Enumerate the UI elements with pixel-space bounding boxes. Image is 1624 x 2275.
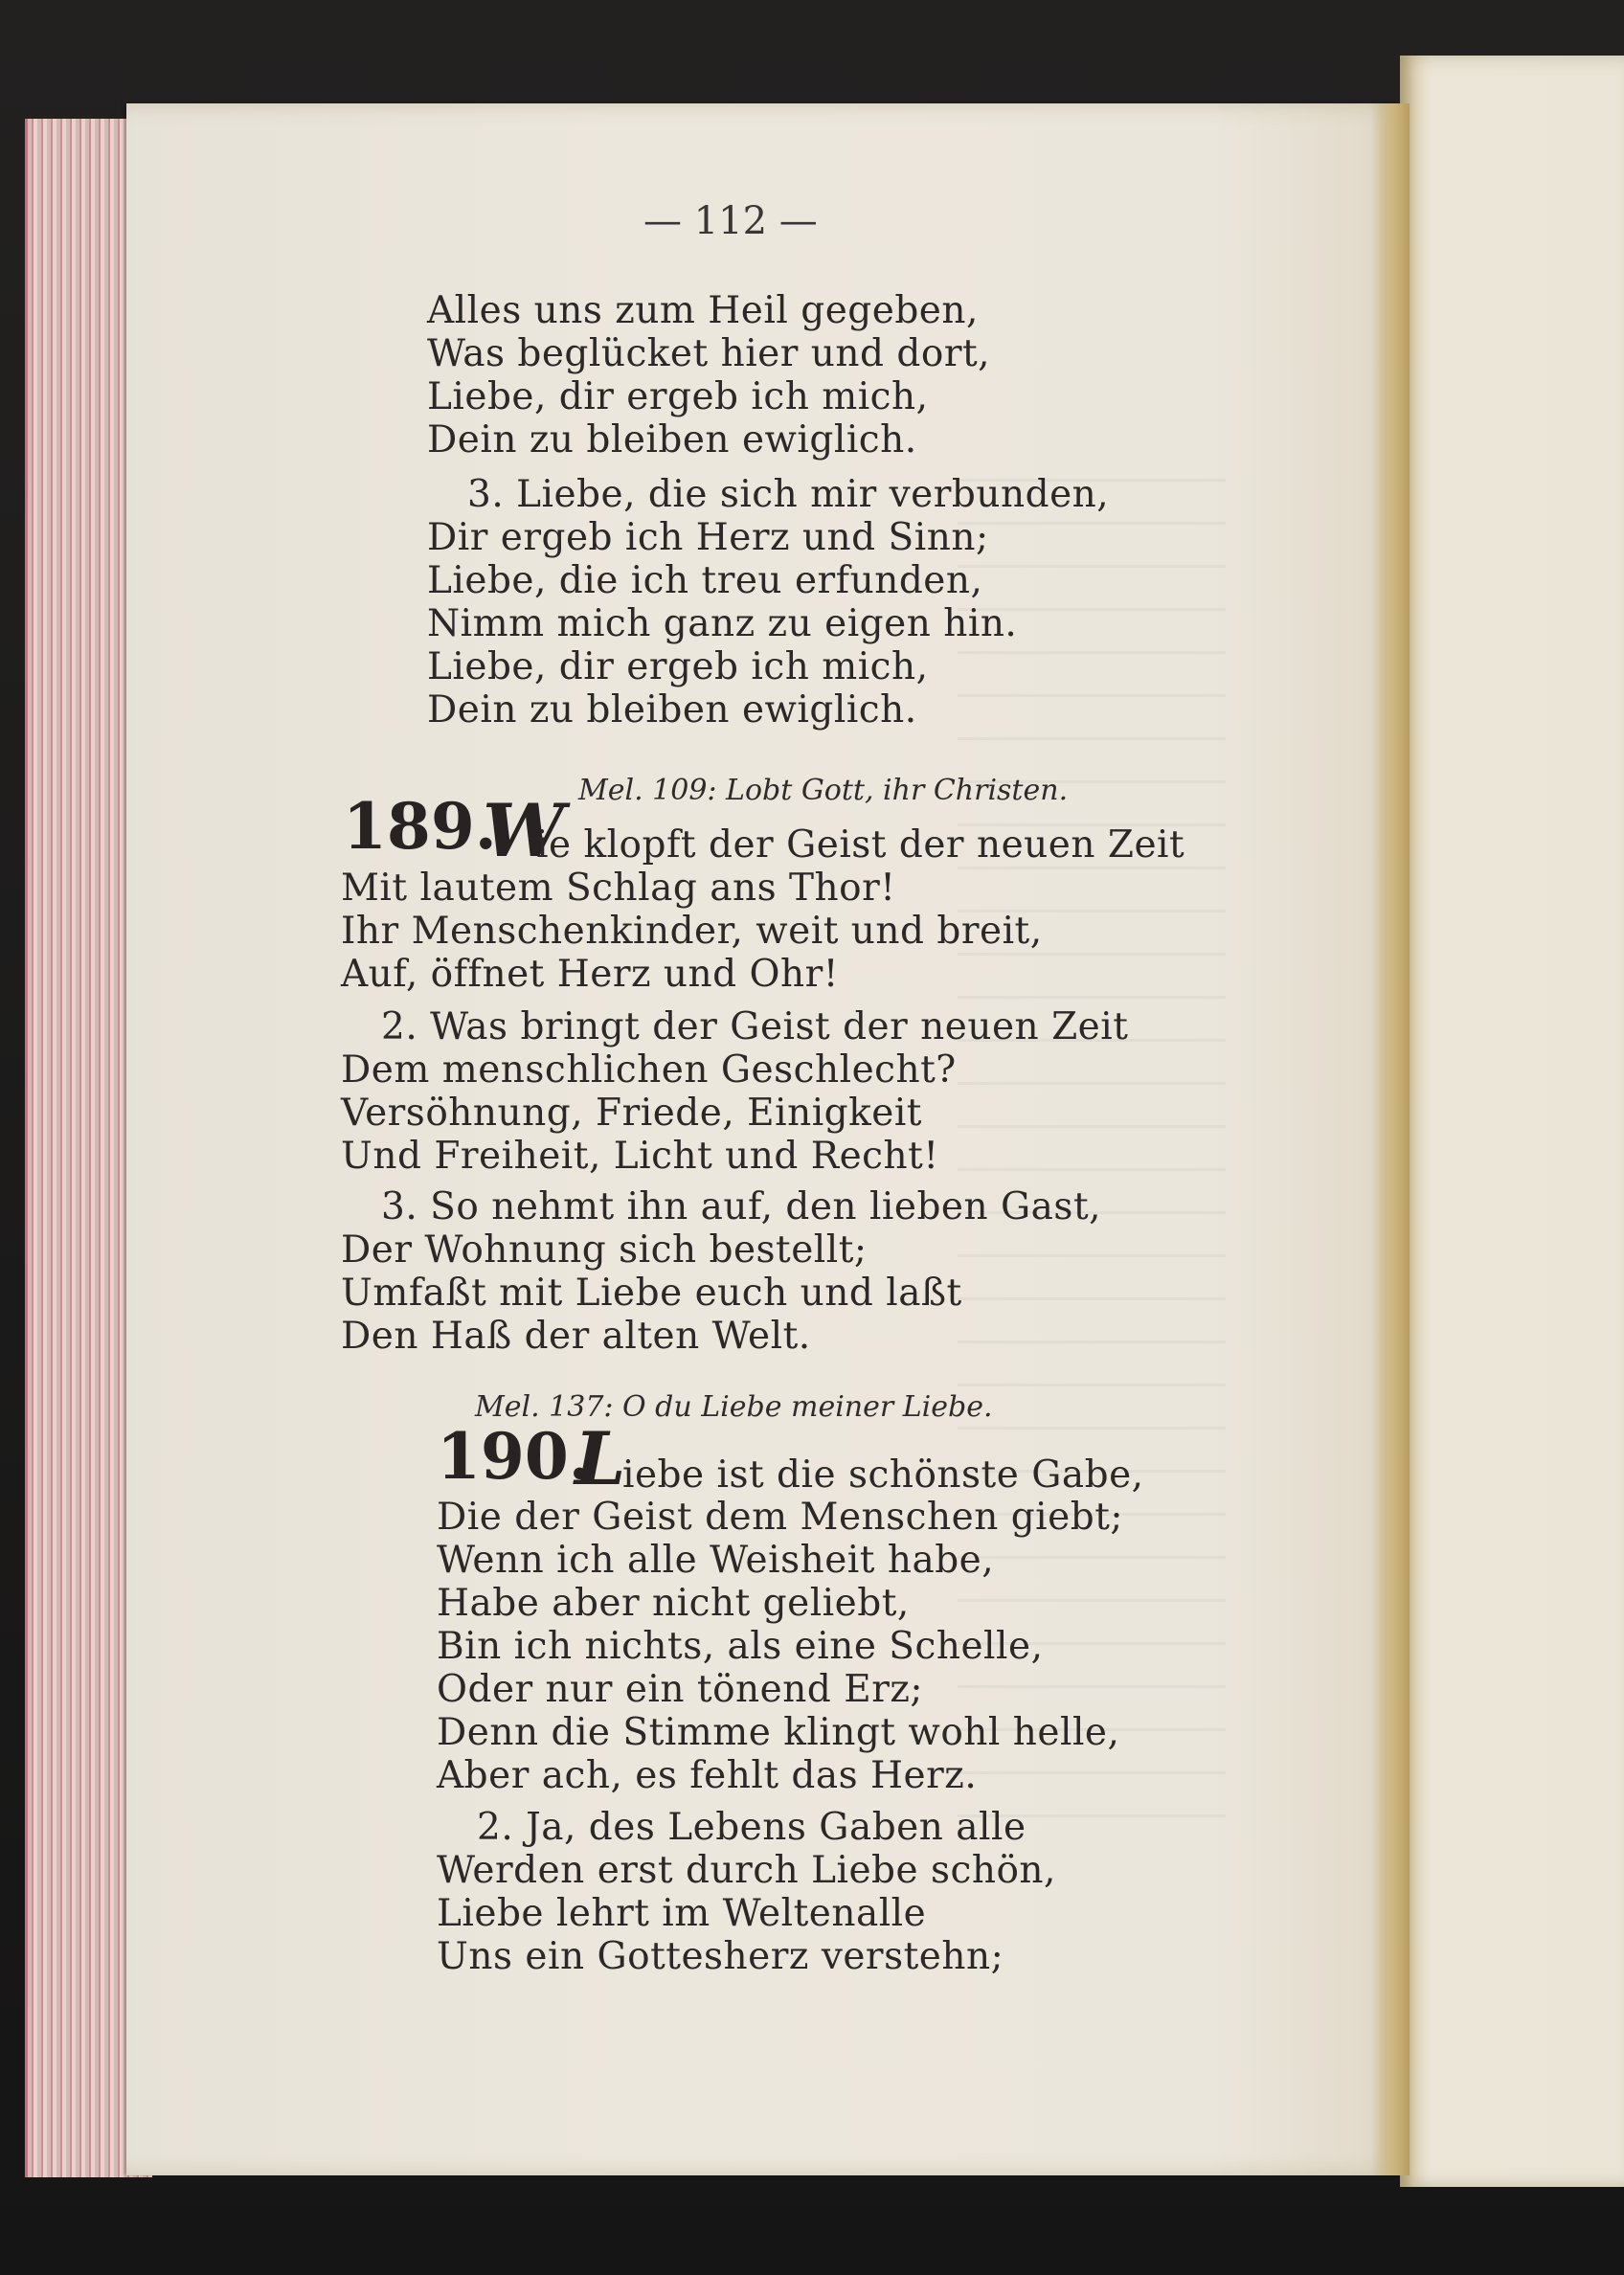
verse-line: Auf, öffnet Herz und Ohr! <box>341 953 839 996</box>
verse-line: Dir ergeb ich Herz und Sinn; <box>427 516 989 559</box>
hymn-189-melody: Mel. 109: Lobt Gott, ihr Christen. <box>578 774 1069 807</box>
continuation-verse-3 <box>427 473 1109 732</box>
hymn-190-dropcap: L <box>575 1416 626 1501</box>
verse-line: Was beglücket hier und dort, <box>427 332 991 375</box>
verse-line: 3. Liebe, die sich mir verbunden, <box>467 473 1110 516</box>
verse-line: Liebe, die ich treu erfunden, <box>427 559 983 602</box>
verse-line: Oder nur ein tönend Erz; <box>437 1668 924 1711</box>
hymn-190-number: 190. <box>437 1419 591 1494</box>
verse-line: Liebe lehrt im Weltenalle <box>437 1892 927 1935</box>
verse-line: Uns ein Gottesherz verstehn; <box>437 1935 1004 1978</box>
hymn-189-verse-3 <box>341 1185 1101 1358</box>
hymn-189-verse-2 <box>341 1005 1128 1178</box>
verse-line: Liebe, dir ergeb ich mich, <box>427 375 929 418</box>
verse-line: Mit lautem Schlag ans Thor! <box>341 867 896 910</box>
verse-line: Dem menschlichen Geschlecht? <box>341 1048 957 1092</box>
hymn-190-verse-2 <box>437 1806 1056 1978</box>
verse-line: Nimm mich ganz zu eigen hin. <box>427 602 1018 645</box>
verse-line: Aber ach, es fehlt das Herz. <box>437 1754 978 1797</box>
verse-line: Wenn ich alle Weisheit habe, <box>437 1539 995 1582</box>
verse-line: 2. Was bringt der Geist der neuen Zeit <box>381 1005 1129 1048</box>
verse-line: Liebe, dir ergeb ich mich, <box>427 645 929 688</box>
hymn-190-melody: Mel. 137: O du Liebe meiner Liebe. <box>475 1390 993 1424</box>
hymn-189-verse-1 <box>341 867 1043 996</box>
page-gutter <box>1371 103 1410 2175</box>
hymn-189-number: 189. <box>343 789 497 864</box>
hymn-190-first-line: iebe ist die schönste Gabe, <box>622 1453 1144 1497</box>
verse-line: Und Freiheit, Licht und Recht! <box>341 1135 939 1178</box>
verse-line: Dein zu bleiben ewiglich. <box>427 418 917 462</box>
verse-line: Alles uns zum Heil gegeben, <box>427 289 979 332</box>
verse-line: Umfaßt mit Liebe euch und laßt <box>341 1272 962 1315</box>
hymn-189-dropcap: W <box>483 788 565 873</box>
verse-line: Bin ich nichts, als eine Schelle, <box>437 1625 1044 1668</box>
verse-line: Der Wohnung sich bestellt; <box>341 1228 868 1272</box>
verse-line: 3. So nehmt ihn auf, den lieben Gast, <box>381 1185 1102 1228</box>
verse-line: Werden erst durch Liebe schön, <box>437 1849 1056 1892</box>
verse-line: 2. Ja, des Lebens Gaben alle <box>477 1806 1026 1849</box>
continuation-verse <box>427 289 990 462</box>
verse-line: Ihr Menschenkinder, weit und breit, <box>341 910 1043 953</box>
verse-line: Den Haß der alten Welt. <box>341 1315 811 1358</box>
verse-line: Denn die Stimme klingt wohl helle, <box>437 1711 1120 1754</box>
verse-line: Die der Geist dem Menschen giebt; <box>437 1496 1124 1539</box>
verse-line: Habe aber nicht geliebt, <box>437 1582 910 1625</box>
verse-line: Dein zu bleiben ewiglich. <box>427 688 917 732</box>
page-number: — 112 — <box>643 199 818 243</box>
verse-line: Versöhnung, Friede, Einigkeit <box>341 1092 922 1135</box>
hymn-189-first-line: ie klopft der Geist der neuen Zeit <box>536 823 1185 867</box>
hymn-190-verse-1 <box>437 1496 1123 1797</box>
facing-page <box>1400 56 1624 2187</box>
